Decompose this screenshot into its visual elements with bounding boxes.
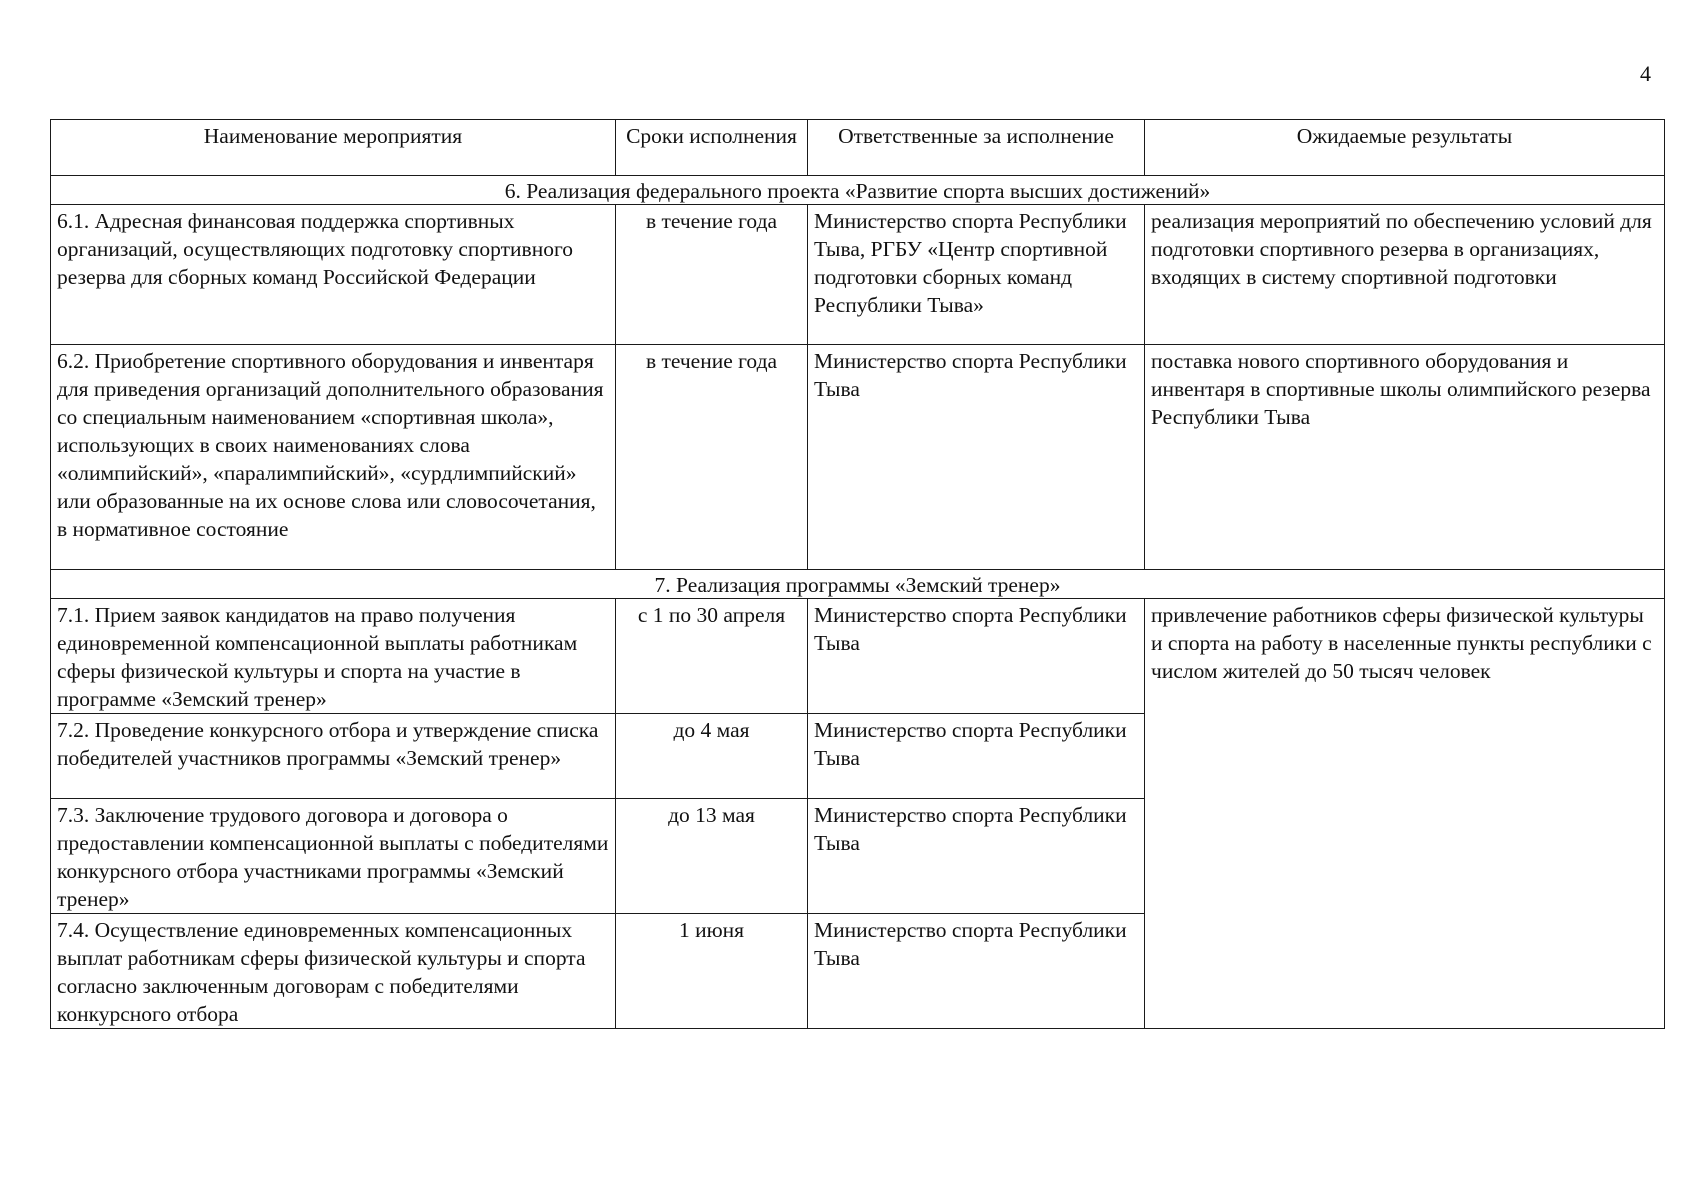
header-responsible: Ответственные за исполнение — [808, 120, 1145, 176]
section-7-title: 7. Реализация программы «Земский тренер» — [51, 570, 1665, 599]
row-6-2-deadline: в течение года — [616, 345, 808, 570]
row-7-1-name: 7.1. Прием заявок кандидатов на право получения единовременной компенсационной выплаты работникам сферы физической культуры и спорта на участие в программе «Земский тренер» — [51, 599, 616, 714]
section-title-row — [51, 570, 1665, 599]
row-7-4-responsible: Министерство спорта Республики Тыва — [808, 914, 1145, 1029]
section-title-row — [51, 176, 1665, 205]
row-6-2-name: 6.2. Приобретение спортивного оборудования и инвентаря для приведения организаций дополнительного образования со специальным наименованием «спортивная школа», использующих в своих наименованиях слова «олимпийский», «паралимпийский», «сурдлимпийский» или образованные на их основе слова или словосочетания, в нормативное состояние — [51, 345, 616, 570]
table-row — [51, 345, 1665, 570]
table-header-row — [51, 120, 1665, 176]
row-7-1-responsible: Министерство спорта Республики Тыва — [808, 599, 1145, 714]
row-7-4-name: 7.4. Осуществление единовременных компенсационных выплат работникам сферы физической культуры и спорта согласно заключенным договорам с победителями конкурсного отбора — [51, 914, 616, 1029]
row-7-1-deadline: с 1 по 30 апреля — [616, 599, 808, 714]
header-deadline: Сроки исполнения — [616, 120, 808, 176]
row-6-2-responsible: Министерство спорта Республики Тыва — [808, 345, 1145, 570]
action-plan-table — [50, 119, 1665, 1029]
row-6-1-responsible: Министерство спорта Республики Тыва, РГБУ «Центр спортивной подготовки сборных команд Республики Тыва» — [808, 205, 1145, 345]
header-name: Наименование мероприятия — [51, 120, 616, 176]
row-7-3-responsible: Министерство спорта Республики Тыва — [808, 799, 1145, 914]
section-7-result: привлечение работников сферы физической культуры и спорта на работу в населенные пункты республики с числом жителей до 50 тысяч человек — [1145, 599, 1665, 1029]
header-results: Ожидаемые результаты — [1145, 120, 1665, 176]
page-number: 4 — [1640, 61, 1651, 86]
row-6-1-result: реализация мероприятий по обеспечению условий для подготовки спортивного резерва в организациях, входящих в систему спортивной подготовки — [1145, 205, 1665, 345]
row-6-1-deadline: в течение года — [616, 205, 808, 345]
section-6-title: 6. Реализация федерального проекта «Развитие спорта высших достижений» — [51, 176, 1665, 205]
row-6-1-name: 6.1. Адресная финансовая поддержка спортивных организаций, осуществляющих подготовку спортивного резерва для сборных команд Российской Федерации — [51, 205, 616, 345]
row-7-2-deadline: до 4 мая — [616, 714, 808, 799]
table-row — [51, 599, 1665, 714]
row-7-3-deadline: до 13 мая — [616, 799, 808, 914]
row-7-4-deadline: 1 июня — [616, 914, 808, 1029]
table-row — [51, 205, 1665, 345]
row-7-2-name: 7.2. Проведение конкурсного отбора и утверждение списка победителей участников программы «Земский тренер» — [51, 714, 616, 799]
row-6-2-result: поставка нового спортивного оборудования и инвентаря в спортивные школы олимпийского резерва Республики Тыва — [1145, 345, 1665, 570]
row-7-3-name: 7.3. Заключение трудового договора и договора о предоставлении компенсационной выплаты с победителями конкурсного отбора участниками программы «Земский тренер» — [51, 799, 616, 914]
row-7-2-responsible: Министерство спорта Республики Тыва — [808, 714, 1145, 799]
